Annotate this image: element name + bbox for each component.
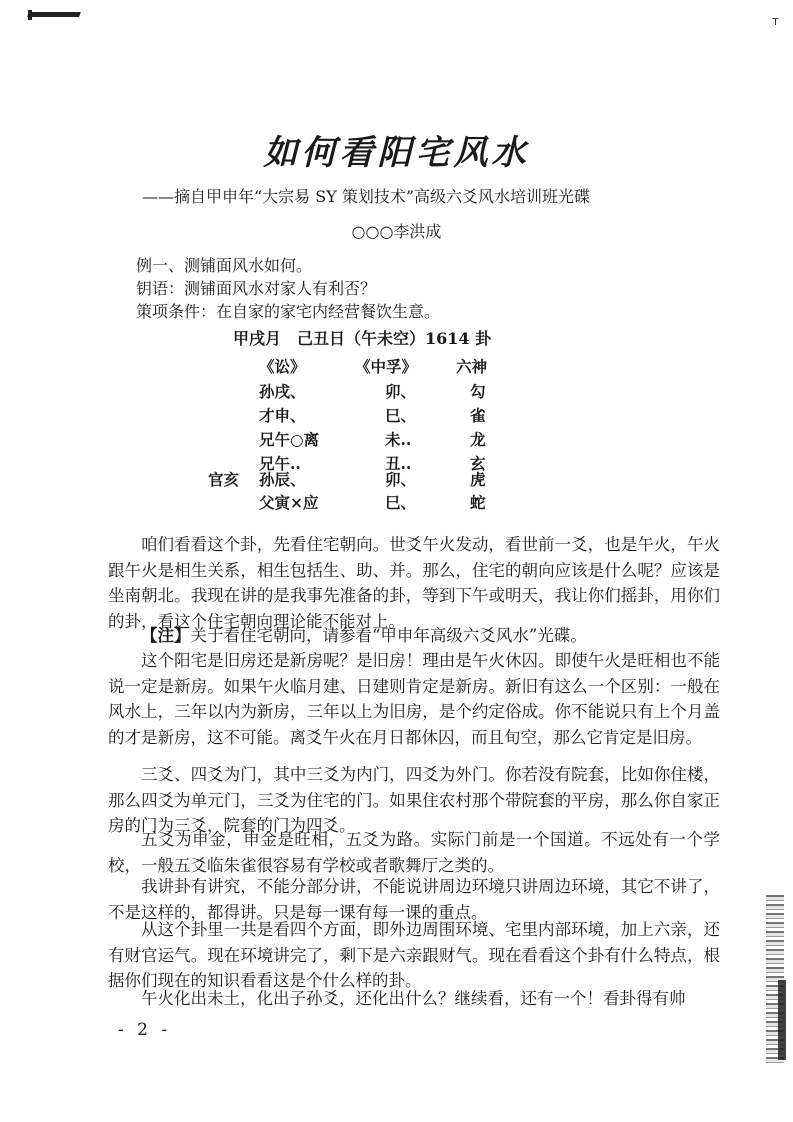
scan-mark bbox=[27, 12, 81, 17]
paragraph: 五爻为申金，申金是旺相，五爻为路。实际门前是一个国道。不远处有一个学校，一般五爻临朱雀很容易有学校或者歌舞厅之类的。 bbox=[108, 830, 720, 875]
gua-liushen: 玄 bbox=[470, 454, 486, 473]
gua-liushen: 雀 bbox=[470, 406, 486, 425]
gua-ben-yao: 孙戌、 bbox=[259, 382, 306, 401]
note-text: 关于看住宅朝向，请参看“甲申年高级六爻风水”光碟。 bbox=[190, 626, 587, 645]
gua-bian-yao: 丑.. bbox=[385, 454, 412, 473]
example-line-3: 策项条件：在自家的家宅内经营餐饮生意。 bbox=[136, 302, 441, 321]
gua-header: 甲戌月 己丑日（午未空）1614 卦 bbox=[233, 329, 492, 348]
scan-edge-noise bbox=[778, 980, 786, 1060]
gua-ben-yao: 才申、 bbox=[259, 406, 306, 425]
page-title: 如何看阳宅风水 bbox=[263, 133, 530, 173]
page-number: - 2 - bbox=[118, 1020, 172, 1040]
gua-liushen: 蛇 bbox=[470, 493, 486, 512]
gua-bian-yao: 未.. bbox=[385, 430, 412, 449]
paragraph: 咱们看看这个卦，先看住宅朝向。世爻午火发动，看世前一爻，也是午火，午火跟午火是相生关系，相生包括生、助、并。那么，住宅的朝向应该是什么呢？应该是坐南朝北。我现在讲的是我事先准备的卦，等到下午或明天，我让你们摇卦，用你们的卦，看这个住宅朝向理论能不能对上。 bbox=[108, 535, 720, 631]
gua-ben-yao: 兄午○离 bbox=[259, 430, 320, 449]
paragraph: 午火化出未土，化出子孙爻，还化出什么？继续看，还有一个！看卦得有帅 bbox=[141, 989, 686, 1008]
gua-ben-yao: 兄午.. bbox=[259, 454, 301, 473]
example-line-2: 钥语：测铺面风水对家人有利否？ bbox=[136, 279, 377, 298]
author-line: ○○○李洪成 bbox=[351, 222, 442, 241]
paragraph: 我讲卦有讲究，不能分部分讲，不能说讲周边环境只讲周边环境，其它不讲了，不是这样的，都得讲。只是每一课有每一课的重点。 bbox=[108, 877, 720, 922]
scan-mark bbox=[28, 10, 32, 20]
gua-bian-yao: 巳、 bbox=[385, 493, 417, 512]
gua-fushen: 官亥 bbox=[208, 470, 240, 489]
paragraph: 从这个卦里一共是看四个方面，即外边周围环境、宅里内部环境，加上六亲，还有财官运气。现在环境讲完了，剩下是六亲跟财气。现在看看这个卦有什么特点，根据你们现在的知识看看这是个什么样的卦。 bbox=[108, 920, 720, 990]
paragraph: 这个阳宅是旧房还是新房呢？是旧房！理由是午火休囚。即使午火是旺相也不能说一定是新房。如果午火临月建、日建则肯定是新房。新旧有这么一个区别：一般在风水上，三年以内为新房，三年以上为旧房，是个约定俗成。你不能说只有上个月盖的才是新房，这不可能。离爻午火在月日都休囚，而且旬空，那么它肯定是旧房。 bbox=[108, 651, 720, 747]
paragraph-note bbox=[108, 623, 720, 649]
gua-bian-yao: 卯、 bbox=[385, 470, 417, 489]
gua-bian-yao: 巳、 bbox=[385, 406, 417, 425]
gua-ben-yao: 孙辰、 bbox=[259, 470, 306, 489]
gua-liushen: 虎 bbox=[470, 470, 486, 489]
gua-liushen: 龙 bbox=[470, 430, 486, 449]
gua-col-bian: 《中孚》 bbox=[355, 357, 418, 376]
gua-liushen: 勾 bbox=[470, 382, 486, 401]
example-line-1: 例一、测铺面风水如何。 bbox=[136, 256, 313, 275]
gua-col-ben: 《讼》 bbox=[259, 357, 306, 376]
note-tag: 【注】 bbox=[141, 626, 191, 645]
corner-mark: ᴛ bbox=[772, 14, 779, 28]
gua-col-liushen: 六神 bbox=[456, 357, 488, 376]
gua-bian-yao: 卯、 bbox=[385, 382, 417, 401]
gua-ben-yao: 父寅×应 bbox=[259, 493, 319, 512]
subtitle: ——摘自甲申年“大宗易 SY 策划技术”高级六爻风水培训班光碟 bbox=[142, 187, 591, 206]
paragraph: 三爻、四爻为门，其中三爻为内门，四爻为外门。你若没有院套，比如你住楼，那么四爻为单元门，三爻为住宅的门。如果住农村那个带院套的平房，那么你自家正房的门为三爻，院套的门为四爻。 bbox=[108, 765, 720, 835]
